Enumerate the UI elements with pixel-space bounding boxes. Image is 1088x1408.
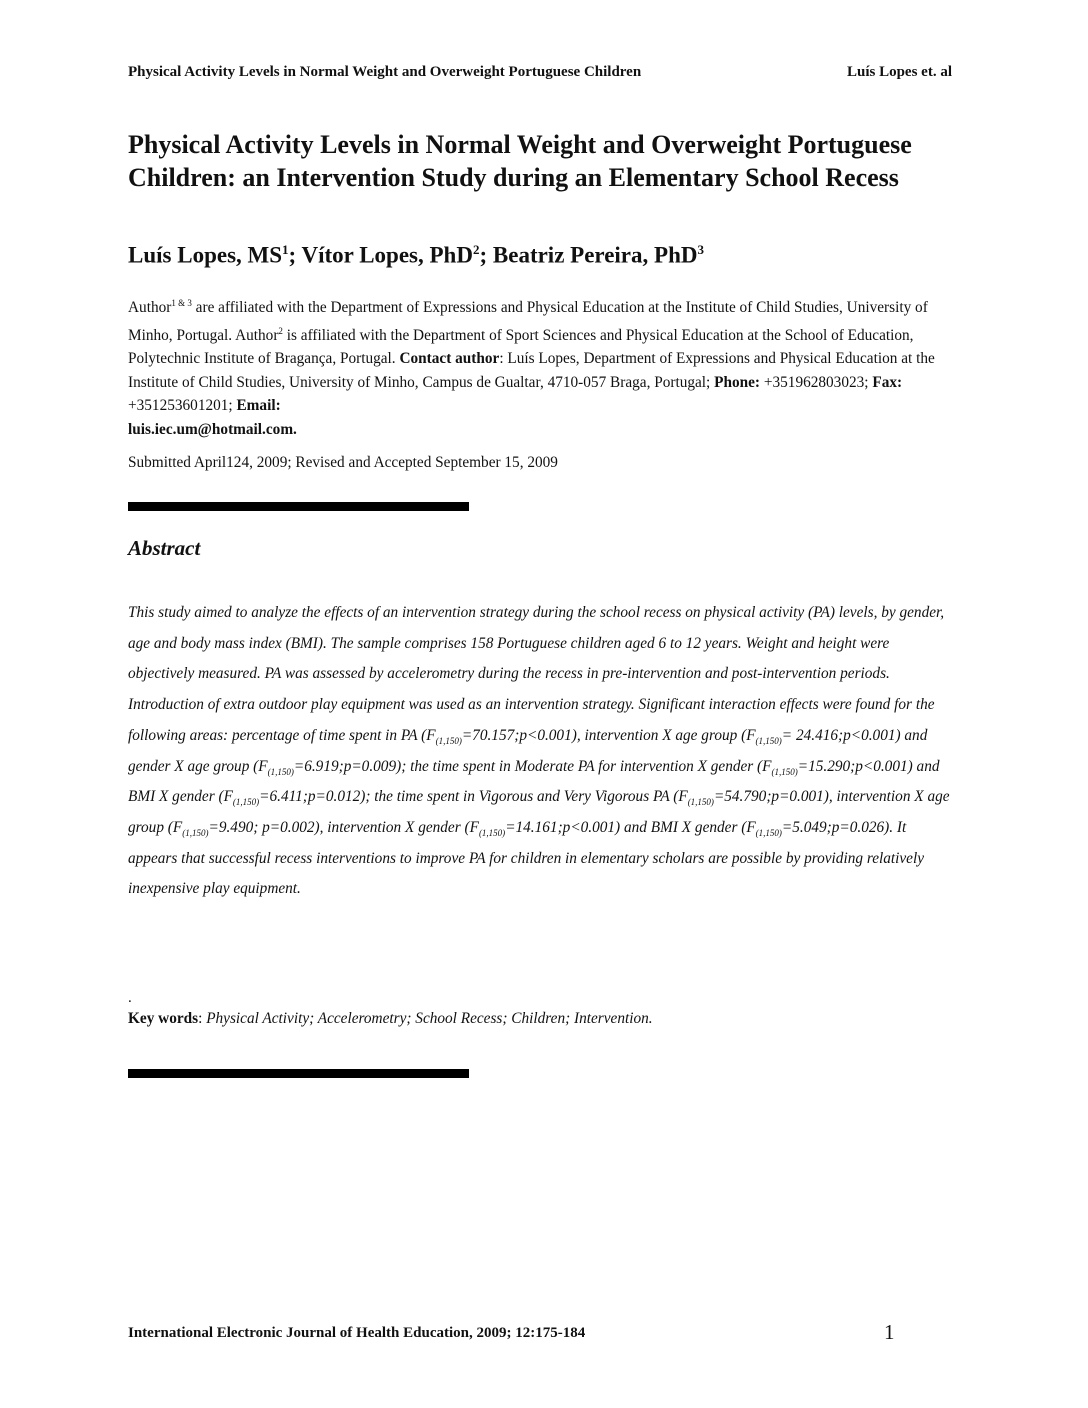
email-label: Email: (236, 397, 281, 415)
author-name: Vítor Lopes, PhD (301, 242, 473, 268)
author-name: Luís Lopes, MS (128, 242, 283, 268)
journal-citation: International Electronic Journal of Health Education, 2009; 12:175-184 (128, 1325, 586, 1341)
author-affiliation-mark: 2 (472, 242, 480, 257)
email-address[interactable]: luis.iec.um@hotmail.com. (128, 420, 297, 438)
author-separator: ; (288, 242, 302, 268)
section-divider (128, 502, 469, 511)
affiliations: Author$^{1 \& 3}$ are affiliated with the Department of Expressions and Physical Education at the Institute of Child Studies, University of Minho, Portugal. Author$^2$ is affiliated with the Department of Sport Sciences and Physical Education at the School of Education, Polytechnic Institute of Bragança, Portugal. Contact author: Luís Lopes, Department of Expressions and Physical Education at the Institute of Child Studies, University of Minho, Campus de Gualtar, 4710-057 Braga, Portugal; Phone: +351962803023; Fax: +351253601201; Email: luis.iec.um@hotmail.com. (128, 298, 935, 438)
phone-label: Phone: (714, 373, 761, 391)
submission-dates: Submitted April124, 2009; Revised and Accepted September 15, 2009 (128, 454, 558, 471)
contact-author-label: Contact author (399, 350, 500, 368)
fax-number: +351253601201; (128, 397, 237, 415)
fax-label: Fax: (872, 373, 903, 391)
abstract-text: This study aimed to analyze the effects of an intervention strategy during the school recess on physical activity (PA) levels, by gender, age and body mass index (BMI). The sample comprises 158 Portuguese children aged 6 to 12 years. Weight and height were objectively measured. PA was assessed by accelerometry during the recess in pre-intervention and post-intervention periods. Introduction of extra outdoor play equipment was used as an intervention strategy. Significant interaction effects were found for the following areas: percentage of time spent in PA $(F_{(1,150)}=70.157;p<0.001)$, intervention X age group ($F_{(1,150)}=$ 24.416;p<0.001) and gender X age group $(F_{(1,150)}=6.919;p=0.009)$; the time spent in Moderate PA for intervention X gender $(F_{(1,150)}=15.290;p<0.001)$ and BMI X gender $(F_{(1,150)}=6.411;p=0.012)$; the time spent in Vigorous and Very Vigorous PA $(F_{(1,150)}=54.790;p=0.001)$, intervention X age group ($F_{(1,150)}=9.490$; p=0.002), intervention X gender $(F_{(1,150)}=14.161;p<0.001)$ and BMI X gender $(F_{(1,150)}=5.049;p=0.026)$. It appears that successful recess interventions to improve PA for children in elementary scholars are possible by providing relatively inexpensive play equipment. (128, 604, 950, 898)
author-separator: ; (479, 242, 493, 268)
paper-title: Physical Activity Levels in Normal Weight and Overweight Portuguese Children: an Intervention Study during an Elementary School Recess (128, 130, 912, 192)
running-head-title: Physical Activity Levels in Normal Weight and Overweight Portuguese Children (128, 64, 642, 80)
page-number: 1 (884, 1320, 895, 1344)
stray-dot: . (128, 990, 132, 1006)
author-name: Beatriz Pereira, PhD (492, 242, 698, 268)
author-affiliation-mark: 1 (282, 242, 289, 257)
running-head (128, 64, 952, 81)
author-affiliation-mark: 3 (697, 242, 704, 257)
running-head-authors: Luís Lopes et. al (846, 64, 952, 80)
abstract-heading: Abstract (128, 536, 201, 560)
section-divider (128, 1069, 469, 1078)
keywords-label: Key words (128, 1010, 199, 1027)
keywords: Key words: Physical Activity; Accelerometry; School Recess; Children; Intervention. (128, 1010, 653, 1027)
phone-number: +351962803023; (760, 373, 873, 391)
keywords-list: Physical Activity; Accelerometry; School Recess; Children; Intervention. (206, 1010, 653, 1027)
author-list (128, 242, 958, 269)
